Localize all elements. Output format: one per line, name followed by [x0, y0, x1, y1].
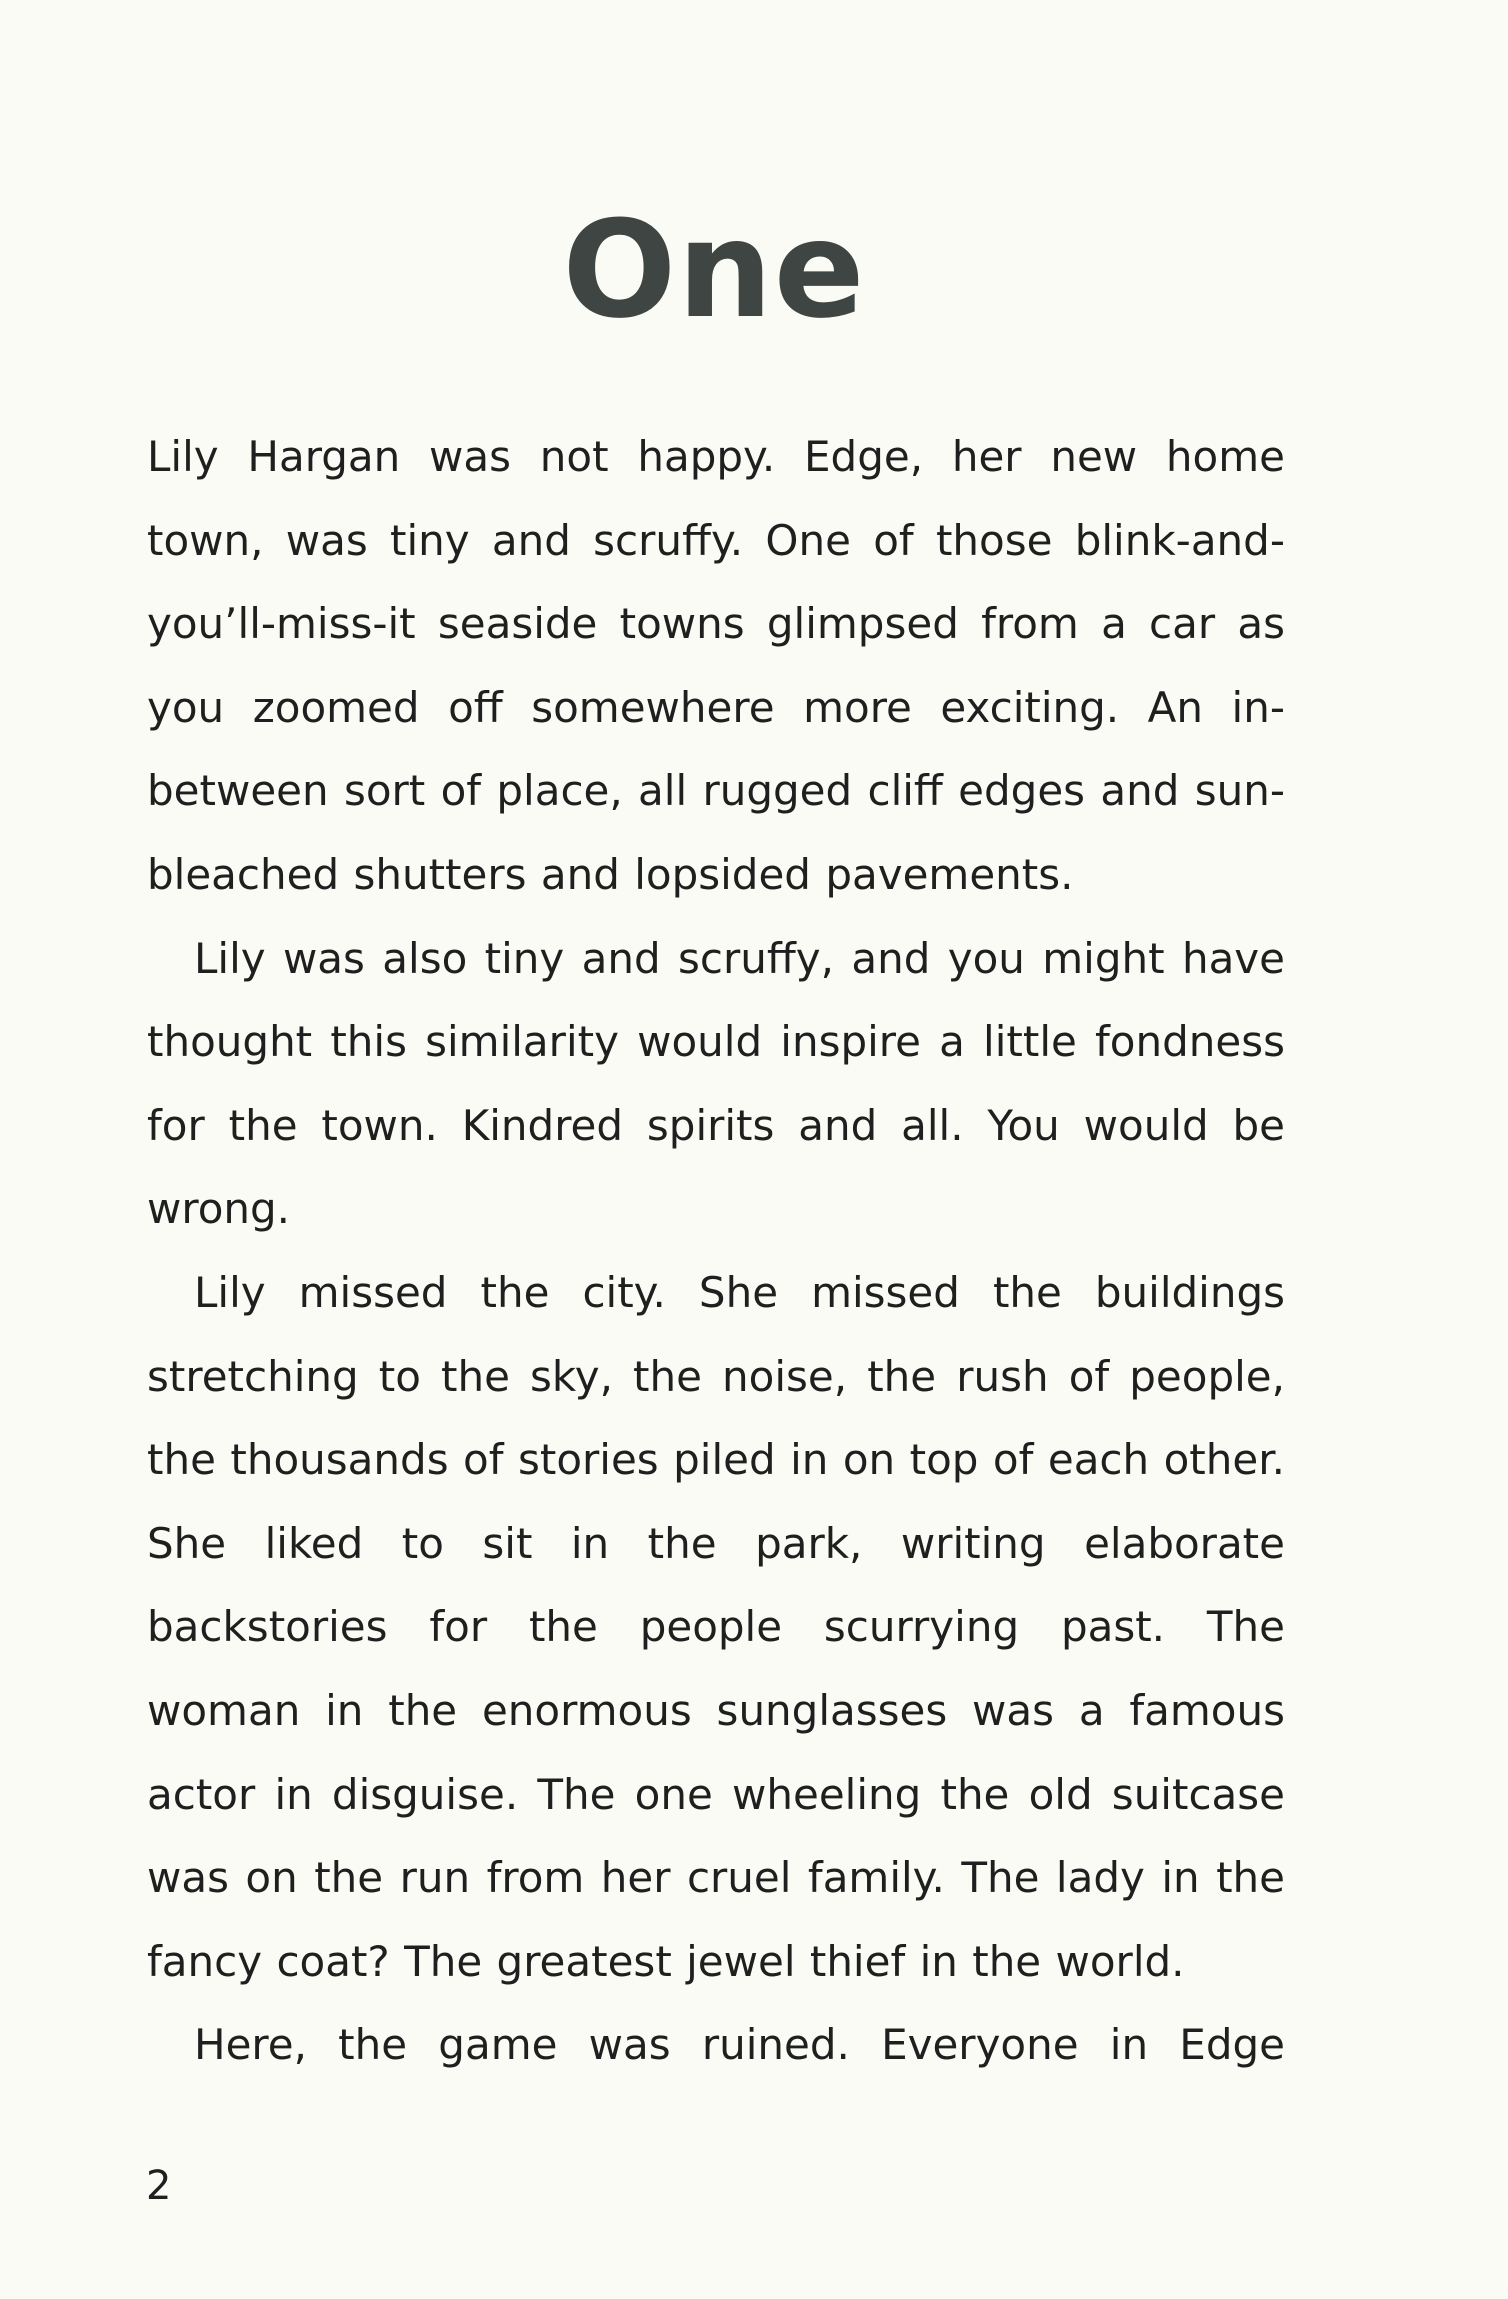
paragraph-4: Here, the game was ruined. Everyone in Edge: [194, 2020, 1285, 2070]
paragraph-1: Lily Hargan was not happy. Edge, her new home town, was tiny and scruffy. One of those blink-and-you’ll-miss-it seaside towns glimpsed from a car as you zoomed off somewhere more exciting. An in-between sort of place, all rugged cliff edges and sun-bleached shutters and lopsided pavements.: [147, 432, 1285, 899]
chapter-body: [147, 415, 1285, 2087]
chapter-title: One: [562, 192, 866, 348]
page-number: 2: [146, 2163, 172, 2209]
paragraph-3: Lily missed the city. She missed the buildings stretching to the sky, the noise, the rush of people, the thousands of stories piled in on top of each other. She liked to sit in the park, writing elaborate backstories for the people scurrying past. The woman in the enormous sunglasses was a famous actor in disguise. The one wheeling the old suitcase was on the run from her cruel family. The lady in the fancy coat? The greatest jewel thief in the world.: [147, 1267, 1285, 1986]
paragraph-2: Lily was also tiny and scruffy, and you might have thought this similarity would inspire a little fondness for the town. Kindred spirits and all. You would be wrong.: [147, 933, 1285, 1234]
